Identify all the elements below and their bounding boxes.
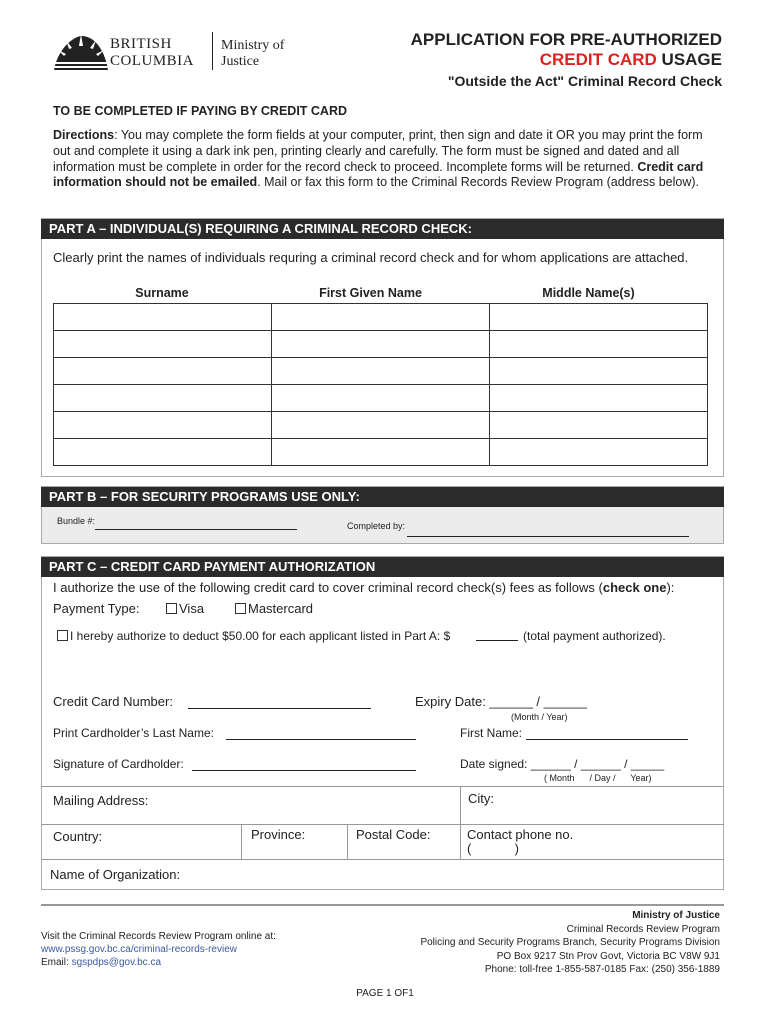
ministry-line-2: Justice [221, 54, 260, 69]
payment-type-label: Payment Type: [53, 601, 140, 616]
email-label: Email: [41, 957, 72, 968]
first-name-field[interactable] [272, 412, 490, 439]
last-name-field[interactable] [226, 727, 416, 740]
mastercard-label: Mastercard [248, 601, 314, 616]
authorize-end: ): [666, 580, 675, 595]
part-b-header: PART B – FOR SECURITY PROGRAMS USE ONLY: [41, 487, 724, 507]
directions-bold: Credit card information should not be emailed [53, 159, 704, 190]
contact-phone-label[interactable]: Contact phone no. [467, 827, 574, 842]
last-name-label: Print Cardholder’s Last Name: [53, 726, 214, 740]
org-line-1: BRITISH [110, 36, 172, 52]
form-title: APPLICATION FOR PRE-AUTHORIZED [410, 30, 722, 49]
first-name-field[interactable] [272, 304, 490, 331]
surname-field[interactable] [54, 439, 272, 466]
deduct-text: I hereby authorize to deduct $50.00 for each applicant listed in Part A: $ [70, 629, 451, 643]
table-row [54, 385, 708, 412]
middle-name-field[interactable] [490, 331, 708, 358]
logo-divider [212, 32, 213, 70]
completed-by-label: Completed by: [347, 521, 406, 531]
footer-contact [41, 930, 276, 969]
authorize-text [53, 580, 723, 595]
first-name-field[interactable] [272, 358, 490, 385]
form-subtitle: "Outside the Act" Criminal Record Check [447, 73, 722, 89]
table-row [54, 358, 708, 385]
surname-field[interactable] [54, 358, 272, 385]
footer-phone: Phone: toll-free 1-855-587-0185 Fax: (250) 356-1889 [484, 964, 720, 975]
completed-by-field[interactable] [407, 525, 689, 537]
deduct-row [57, 629, 450, 643]
part-c-header: PART C – CREDIT CARD PAYMENT AUTHORIZATION [41, 557, 724, 577]
directions-text [53, 128, 718, 191]
bundle-label: Bundle #: [57, 516, 96, 526]
website-link[interactable]: www.pssg.gov.bc.ca/criminal-records-review [41, 944, 237, 955]
date-signed-label[interactable]: Date signed: ______ / ______ / _____ [460, 757, 665, 771]
table-row [54, 439, 708, 466]
footer-ministry: Ministry of Justice [632, 910, 720, 921]
city-label[interactable]: City: [468, 791, 494, 806]
email-link[interactable]: sgspdps@gov.bc.ca [71, 957, 162, 968]
signature-field[interactable] [192, 758, 416, 771]
visit-line: Visit the Criminal Records Review Program online at: [41, 931, 276, 942]
col-middle-name: Middle Name(s) [542, 286, 635, 300]
footer-address [420, 909, 720, 977]
signature-label: Signature of Cardholder: [53, 757, 184, 771]
directions-end: . Mail or fax this form to the Criminal Records Review Program (address below). [257, 175, 699, 190]
date-hint: ( Month / Day / Year) [544, 773, 652, 783]
card-number-label: Credit Card Number: [53, 694, 173, 709]
first-name-field[interactable] [526, 727, 688, 740]
first-name-field[interactable] [272, 385, 490, 412]
deduct-end: (total payment authorized). [523, 629, 666, 643]
province-label[interactable]: Province: [251, 827, 306, 842]
email-line [41, 956, 276, 969]
surname-field[interactable] [54, 331, 272, 358]
footer-divider [41, 904, 724, 906]
org-name [110, 36, 194, 70]
footer-address-line: PO Box 9217 Stn Prov Govt, Victoria BC V8W 9J1 [496, 950, 720, 962]
mastercard-checkbox[interactable] [235, 603, 246, 614]
middle-name-field[interactable] [490, 439, 708, 466]
middle-name-field[interactable] [490, 385, 708, 412]
title-rest-text: USAGE [656, 50, 722, 69]
total-payment-field[interactable] [476, 628, 518, 641]
mastercard-option[interactable] [235, 601, 313, 616]
footer-branch: Policing and Security Programs Branch, Security Programs Division [420, 937, 720, 948]
ministry-line-1: Ministry of [221, 38, 285, 53]
postal-code-label[interactable]: Postal Code: [356, 827, 431, 842]
title-red-text: CREDIT CARD [539, 50, 657, 69]
middle-name-field[interactable] [490, 412, 708, 439]
visa-option[interactable] [166, 601, 204, 616]
authorize-bold: check one [602, 580, 667, 595]
surname-field[interactable] [54, 304, 272, 331]
org-line-2: COLUMBIA [110, 53, 195, 69]
first-name-label: First Name: [460, 726, 523, 740]
table-row [54, 304, 708, 331]
organization-label[interactable]: Name of Organization: [50, 867, 181, 882]
col-first-name: First Given Name [319, 286, 422, 300]
form-title-line2 [540, 50, 722, 70]
first-name-field[interactable] [272, 439, 490, 466]
surname-field[interactable] [54, 412, 272, 439]
names-table [53, 303, 708, 466]
part-a-header: PART A – INDIVIDUAL(S) REQUIRING A CRIMINAL RECORD CHECK: [41, 219, 724, 239]
authorize-checkbox[interactable] [57, 630, 68, 641]
bundle-field[interactable] [95, 518, 297, 530]
card-number-field[interactable] [188, 695, 371, 709]
section-heading: TO BE COMPLETED IF PAYING BY CREDIT CARD [53, 104, 348, 118]
directions-body: : You may complete the form fields at your computer, print, then sign and date it OR you may print the form out and complete it using a dark ink pen, printing clearly and carefully. The form must be signed and dated and all information must be complete in order for the record check to proceed. Incomplete forms will be returned. [53, 128, 703, 174]
footer-program: Criminal Records Review Program [566, 923, 720, 935]
contact-phone-parens: ( ) [467, 841, 519, 856]
visa-checkbox[interactable] [166, 603, 177, 614]
expiry-label[interactable]: Expiry Date: ______ / ______ [415, 694, 588, 709]
page-number: PAGE 1 OF1 [356, 988, 414, 999]
middle-name-field[interactable] [490, 304, 708, 331]
table-row [54, 412, 708, 439]
mailing-address-label[interactable]: Mailing Address: [53, 793, 149, 808]
middle-name-field[interactable] [490, 358, 708, 385]
col-surname: Surname [135, 286, 189, 300]
part-a-instructions: Clearly print the names of individuals requring a criminal record check and for whom applications are attached. [53, 250, 689, 265]
surname-field[interactable] [54, 385, 272, 412]
table-row [54, 331, 708, 358]
ministry-name [221, 38, 284, 70]
expiry-hint: (Month / Year) [511, 712, 568, 722]
country-label[interactable]: Country: [53, 829, 103, 844]
authorize-body: I authorize the use of the following credit card to cover criminal record check(s) fees as follows ( [53, 580, 603, 595]
first-name-field[interactable] [272, 331, 490, 358]
directions-label: Directions [53, 128, 115, 142]
visa-label: Visa [179, 601, 205, 616]
